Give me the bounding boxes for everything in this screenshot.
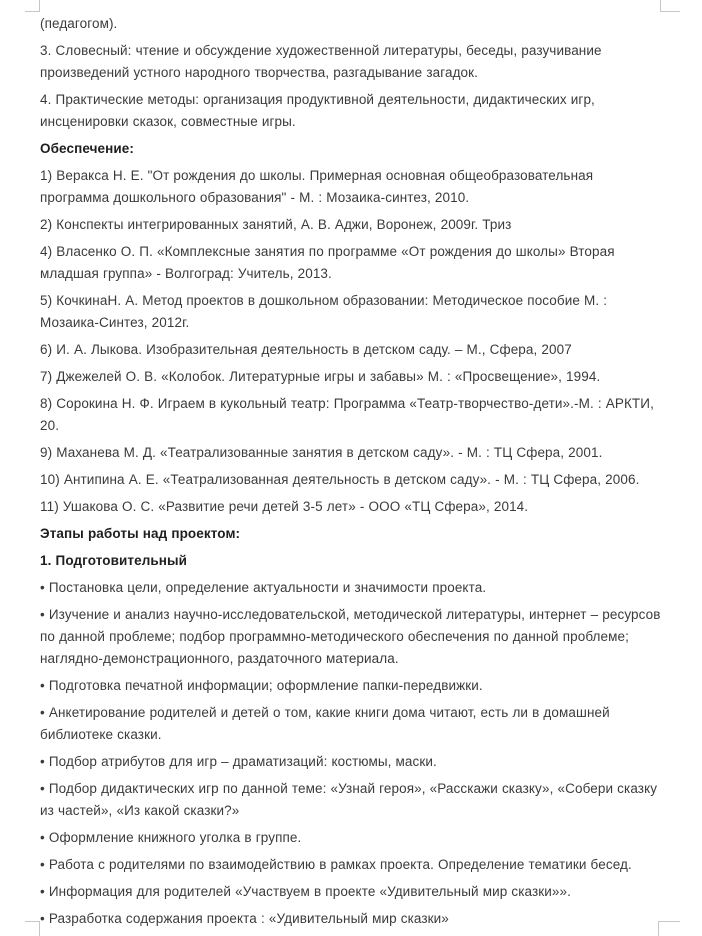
body-paragraph: • Информация для родителей «Участвуем в проекте «Удивительный мир сказки»». <box>40 884 571 899</box>
body-paragraph: (педагогом). <box>40 16 118 31</box>
body-paragraph: • Оформление книжного уголка в группе. <box>40 830 302 845</box>
document-content <box>40 13 663 935</box>
body-paragraph: • Подбор дидактических игр по данной теме: «Узнай героя», «Расскажи сказку», «Собери сказку из частей», «Из какой сказки?» <box>40 781 658 818</box>
body-paragraph: 5) КочкинаН. А. Метод проектов в дошкольном образовании: Методическое пособие М. : Мозаика-Синтез, 2012г. <box>40 293 608 330</box>
body-paragraph: 9) Маханева М. Д. «Театрализованные занятия в детском саду». - М. : ТЦ Сфера, 2001. <box>40 445 603 460</box>
body-paragraph: • Подготовка печатной информации; оформление папки-передвижки. <box>40 678 483 693</box>
heading-paragraph: Обеспечение: <box>40 141 135 156</box>
body-paragraph: • Постановка цели, определение актуальности и значимости проекта. <box>40 580 487 595</box>
body-paragraph: • Работа с родителями по взаимодействию в рамках проекта. Определение тематики бесед. <box>40 857 632 872</box>
body-paragraph: 3. Словесный: чтение и обсуждение художественной литературы, беседы, разучивание произведений устного народного творчества, разгадывание загадок. <box>40 43 602 80</box>
body-paragraph: 6) И. А. Лыкова. Изобразительная деятельность в детском саду. – М., Сфера, 2007 <box>40 342 572 357</box>
body-paragraph: • Изучение и анализ научно-исследовательской, методической литературы, интернет – ресурсов по данной проблеме; подбор программно-методического обеспечения по данной проблеме; наглядно-демонстрационного, раздаточного материала. <box>40 607 661 666</box>
body-paragraph: 7) Джежелей О. В. «Колобок. Литературные игры и забавы» М. : «Просвещение», 1994. <box>40 369 601 384</box>
text-boundary-mark-bottom-left <box>25 921 40 936</box>
body-paragraph: 1) Веракса Н. Е. "От рождения до школы. Примерная основная общеобразовательная программа дошкольного образования" - М. : Мозаика-синтез, 2010. <box>40 168 594 205</box>
body-paragraph: • Анкетирование родителей и детей о том, какие книги дома читают, есть ли в домашней библиотеке сказки. <box>40 705 610 742</box>
body-paragraph: 4. Практические методы: организация продуктивной деятельности, дидактических игр, инсценировки сказок, совместные игры. <box>40 92 595 129</box>
text-boundary-mark-top-left <box>25 0 40 12</box>
heading-paragraph: 1. Подготовительный <box>40 553 188 568</box>
body-paragraph: 2) Конспекты интегрированных занятий, А. В. Аджи, Воронеж, 2009г. Триз <box>40 217 512 232</box>
text-boundary-mark-top-right <box>660 0 680 12</box>
body-paragraph: 8) Сорокина Н. Ф. Играем в кукольный театр: Программа «Театр-творчество-дети».-М. : АРКТИ, 20. <box>40 396 654 433</box>
body-paragraph: 10) Антипина А. Е. «Театрализованная деятельность в детском саду». - М. : ТЦ Сфера, 2006. <box>40 472 640 487</box>
body-paragraph: • Подбор атрибутов для игр – драматизаций: костюмы, маски. <box>40 754 437 769</box>
body-paragraph: 11) Ушакова О. С. «Развитие речи детей 3-5 лет» - ООО «ТЦ Сфера», 2014. <box>40 499 529 514</box>
body-paragraph: 4) Власенко О. П. «Комплексные занятия по программе «От рождения до школы» Вторая младшая группа» - Волгоград: Учитель, 2013. <box>40 244 615 281</box>
body-paragraph: • Разработка содержания проекта : «Удивительный мир сказки» <box>40 911 449 926</box>
heading-paragraph: Этапы работы над проектом: <box>40 526 241 541</box>
